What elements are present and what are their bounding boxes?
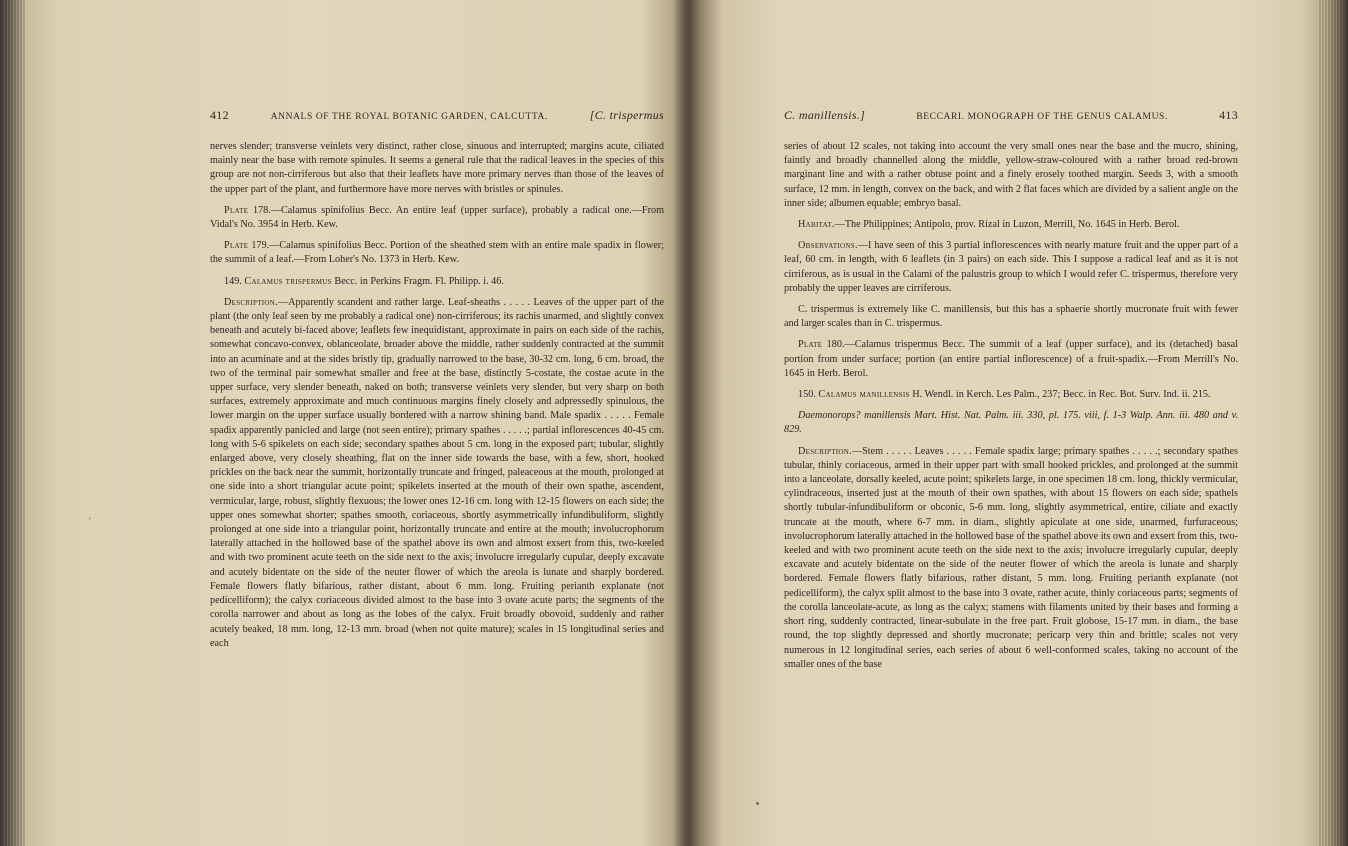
right-running-head (784, 108, 1238, 126)
left-paragraph-continued: nerves slender; transverse veinlets very distinct, rather close, sinuous and interrupted; margins acute, ciliated mainly near the base with remote spinules. It seems a general rule that the radical leaves in the species of this group are not non-cirriferous but also that their leaflets have more primary nerves than those of the leaves of the upper part of the plant, and furthermore have more nerves with bristles or spinules. (210, 141, 664, 195)
right-page-number: 413 (1219, 108, 1238, 122)
species-entry-heading-150: 150. Calamus manillensis H. Wendl. in Kerch. Les Palm., 237; Becc. in Rec. Bot. Surv. Ind. ii. 215. (798, 389, 1211, 401)
right-running-tag: C. manillensis.] (784, 108, 866, 122)
right-body-text (784, 140, 1238, 672)
margin-mark: ' (89, 516, 91, 526)
synonym-paragraph: Daemonorops? manillensis Mart. Hist. Nat. Palm. iii. 330, pl. 175. viii, f. 1-3 Walp. Ann. iii. 480 and v. 829. (784, 410, 1238, 436)
left-running-title: ANNALS OF THE ROYAL BOTANIC GARDEN, CALCUTTA. (270, 112, 548, 122)
book-gutter (674, 0, 700, 846)
description-paragraph-149: Description.—Apparently scandent and rather large. Leaf-sheaths . . . . . Leaves of the upper part of the plant (the only leaf seen by me probably a radical one) non-cirriferous; its rachis unarmed, and slightly convex beneath and acutely bi-faced above; leaflets few inequidistant, approximate in pairs on each side of the rachis, somewhat concavo-convex, oblanceolate, broader above the middle, rather suddenly contracted at the summit into an acuminate and at the sides bristly tip, gradually narrowed to the base, 30-32 cm. long, 6 cm. broad, the two of the terminal pair somewhat smaller and free at the base, distinctly 5-costate, the costae acute in the upper surface, very slender beneath, naked on both; transverse veinlets very slender, but very sharp on both surfaces, extremely approximate and much continuous margins finely closely and adpressedly spinulous, the lower margin on the upper surface usually bordered with a narrow shining band. Male spadix . . . . . Female spadix apparently panicled and large (not seen entire); primary spathes . . . . .; partial inflorescences 40-45 cm. long with 5-6 spikelets on each side; secondary spathes about 5 cm. long in the exposed part; tubular, slightly enlarged above, very closely sheathing, flat on the inner side towards the base, with a few, short, hooked prickles on the back near the summit, horizontally truncate and fringed, paleaceous at the mouth, prolonged at one side into a short triangular acute point; spikelets inserted at the mouth of their own spathe, ascendent, vermicular, large, robust, slightly flexuous; the lower ones 12-16 cm. long with 12-15 flowers on each side; the upper ones somewhat shorter; spathes smooth, coriaceous, shortly asymmetrically infundibuliform, slightly prolonged at one side into a triangular point, horizontally truncate and entire at the mouth; involucrophorum laterally attached in the hollowed base of the spathel above its own and almost exsert from this, two-keeled and with two prominent acute teeth on the side next to the axis; involucre irregularly cupular, deeply excavate and acutely bidentate on the side of the neuter flower of which the areola is lunate and sharply bordered. Female flowers flatly bifarious, rather distant, about 6 mm. long. Fruiting perianth explanate (not pedicelliform); the calyx coriaceous divided almost to the base into 3 ovate acute parts; the segments of the corolla narrower and about as long as the lobes of the calyx. Fruit broadly obovoid, suddenly and rather acutely beaked, 18 mm. long, 12-13 mm. broad (when not quite mature); scales in 15 longitudinal series and each (210, 296, 664, 649)
plate-179-caption: Plate 179.—Calamus spinifolius Becc. Portion of the sheathed stem with an entire male spadix in flower; the summit of a leaf.—From Loher's No. 1373 in Herb. Kew. (210, 240, 664, 266)
right-running-title: BECCARI. MONOGRAPH OF THE GENUS CALAMUS. (916, 112, 1168, 122)
left-body-text (210, 140, 664, 651)
observations-paragraph: Observations.—I have seen of this 3 partial inflorescences with nearly mature fruit and the upper part of a leaf, 60 cm. in length, with 6 leaflets (in 3 pairs) on each side. This I suppose a radical leaf and as it is not cirriferous, as is usual in the Calami of the palustris group to which I would refer C. trispermus, therefore very probably the upper leaves are cirriferous. (784, 240, 1238, 294)
left-page-edges (4, 0, 26, 846)
right-paragraph-continued: series of about 12 scales, not taking into account the very small ones near the base and the mucro, shining, faintly and broadly channelled along the middle, yellow-straw-coloured with a rather broad red-brown marginant line and with a rather obtuse point and a finely erosely toothed margin. Seeds 3, with a smooth surface, 12 mm. in length, convex on the back, and with 2 flat faces which are divided by a salient angle on the inner side; albumen equable; embryo basal. (784, 141, 1238, 209)
plate-180-caption: Plate 180.—Calamus trispermus Becc. The summit of a leaf (upper surface), and its (detached) basal portion from under surface; portion (an entire partial inflorescence) of a fruit-spadix.—From Merrill's No. 1645 in Herb. Berol. (784, 339, 1238, 379)
species-entry-heading-149: 149. Calamus trispermus Becc. in Perkins Fragm. Fl. Philipp. i. 46. (224, 275, 504, 287)
habitat-paragraph: Habitat.—The Philippines; Antipolo, prov. Rizal in Luzon, Merrill, No. 1645 in Herb. Berol. (798, 219, 1180, 231)
right-page (784, 108, 1238, 828)
page-speck (756, 802, 759, 805)
left-page-number: 412 (210, 108, 229, 122)
left-running-head (210, 108, 664, 126)
right-page-edges (1318, 0, 1344, 846)
plate-178-caption: Plate 178.—Calamus spinifolius Becc. An entire leaf (upper surface), probably a radical one.—From Vidal's No. 3954 in Herb. Kew. (210, 204, 664, 231)
description-paragraph-150: Description.—Stem . . . . . Leaves . . . . . Female spadix large; primary spathes . . . . .; secondary spathes tubular, thinly coriaceous, armed in their upper part with small hooked prickles, and prolonged at the summit into a lanceolate, dorsally keeled, acute point; spikelets large, in one specimen 18 cm. long, thickly vermicular, cylindraceous, inserted just at the mouth of their own spathes, with about 15 flowers on each side; spathels shortly tubular-infundibuliform or obconic, 5-6 mm. long, slightly asymmetrical, entire, ciliate and exactly truncate at the mouth, where 6-7 mm. in diam., slightly apiculate at one side, unarmed, furfuraceous; involucrophorum laterally attached in the hollowed base of the spathel above its own and exsert from this, two-keeled and with two prominent acute teeth on the side next to the axis; involucre irregularly cupular, deeply excavate and acutely bidentate on the side of the neuter flower of which the areola is lunate and sharply bordered. Female flowers flatly bifarious, rather distant, 5 mm. long. Fruiting perianth explanate (not pedicelliform), the calyx split almost to the base into 3 ovate, rather acute, thinly coriaceous parts; segments of the corolla lanceolate-acute, as long as the calyx; stamens with filaments united by their bases and forming a short ring, suddenly contracted, linear-subulate in the free part. Fruit globose, 15-17 mm. in diam., the base round, the top slightly depressed and shortly mucronate; pericarp very thin and brittle; scales not very numerous in 12 longitudinal series, each series of about 6 well-conformed scales, taking no account of the smaller ones of the base (784, 445, 1238, 670)
left-page (210, 108, 664, 828)
left-running-tag: [C. trispermus (589, 108, 664, 122)
comparison-paragraph: C. trispermus is extremely like C. manillensis, but this has a sphaerie shortly mucronate fruit with fewer and larger scales than in C. trispermus. (784, 304, 1238, 330)
